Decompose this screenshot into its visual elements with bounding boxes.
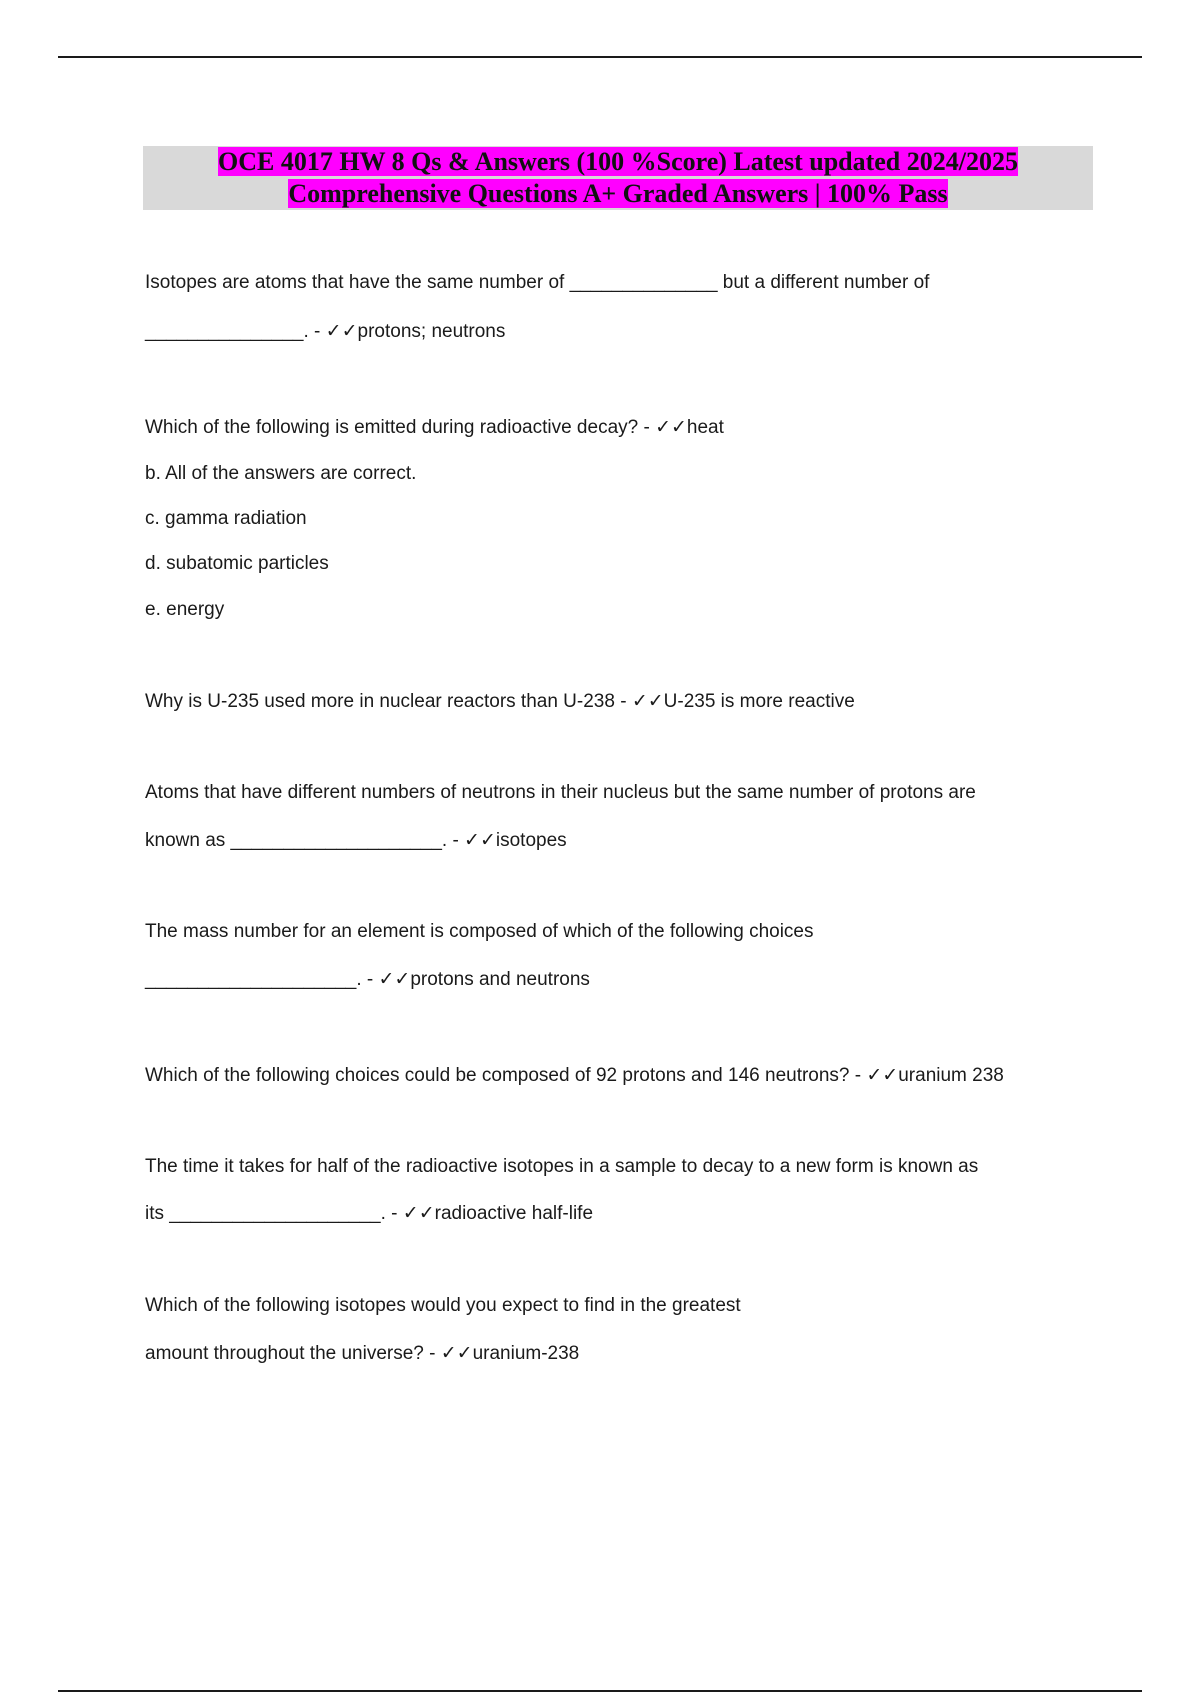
question-8-answer: amount throughout the universe? - ✓✓uranium-238 xyxy=(145,1343,580,1364)
title-highlight-1: OCE 4017 HW 8 Qs & Answers (100 %Score) Latest updated 2024/2025 xyxy=(218,147,1018,176)
question-7-text: The time it takes for half of the radioactive isotopes in a sample to decay to a new form is known as xyxy=(145,1156,979,1177)
question-2-option-d: d. subatomic particles xyxy=(145,553,329,574)
question-5-text: The mass number for an element is composed of which of the following choices xyxy=(145,921,814,942)
question-4-answer: known as ____________________. - ✓✓isotopes xyxy=(145,830,567,851)
bottom-rule xyxy=(58,1690,1142,1692)
question-2-option-e: e. energy xyxy=(145,599,225,620)
title-highlight-2: Comprehensive Questions A+ Graded Answers | 100% Pass xyxy=(288,179,948,208)
title-line-2 xyxy=(143,178,1093,210)
question-2-option-c: c. gamma radiation xyxy=(145,508,307,529)
question-4-text: Atoms that have different numbers of neutrons in their nucleus but the same number of protons are xyxy=(145,782,976,803)
question-2-option-b: b. All of the answers are correct. xyxy=(145,463,417,484)
top-rule xyxy=(58,56,1142,58)
question-8-text: Which of the following isotopes would you expect to find in the greatest xyxy=(145,1295,741,1316)
question-2-text: Which of the following is emitted during radioactive decay? - ✓✓heat xyxy=(145,417,724,438)
question-6-text: Which of the following choices could be composed of 92 protons and 146 neutrons? - ✓✓uranium 238 xyxy=(145,1065,1004,1086)
question-1-answer: _______________. - ✓✓protons; neutrons xyxy=(145,321,506,342)
question-1-text: Isotopes are atoms that have the same number of ______________ but a different number of xyxy=(145,272,930,293)
question-7-answer: its ____________________. - ✓✓radioactive half-life xyxy=(145,1203,594,1224)
question-3-text: Why is U-235 used more in nuclear reactors than U-238 - ✓✓U-235 is more reactive xyxy=(145,691,855,712)
title-line-1 xyxy=(143,146,1093,178)
document-title-banner xyxy=(143,146,1093,210)
question-5-answer: ____________________. - ✓✓protons and neutrons xyxy=(145,969,590,990)
